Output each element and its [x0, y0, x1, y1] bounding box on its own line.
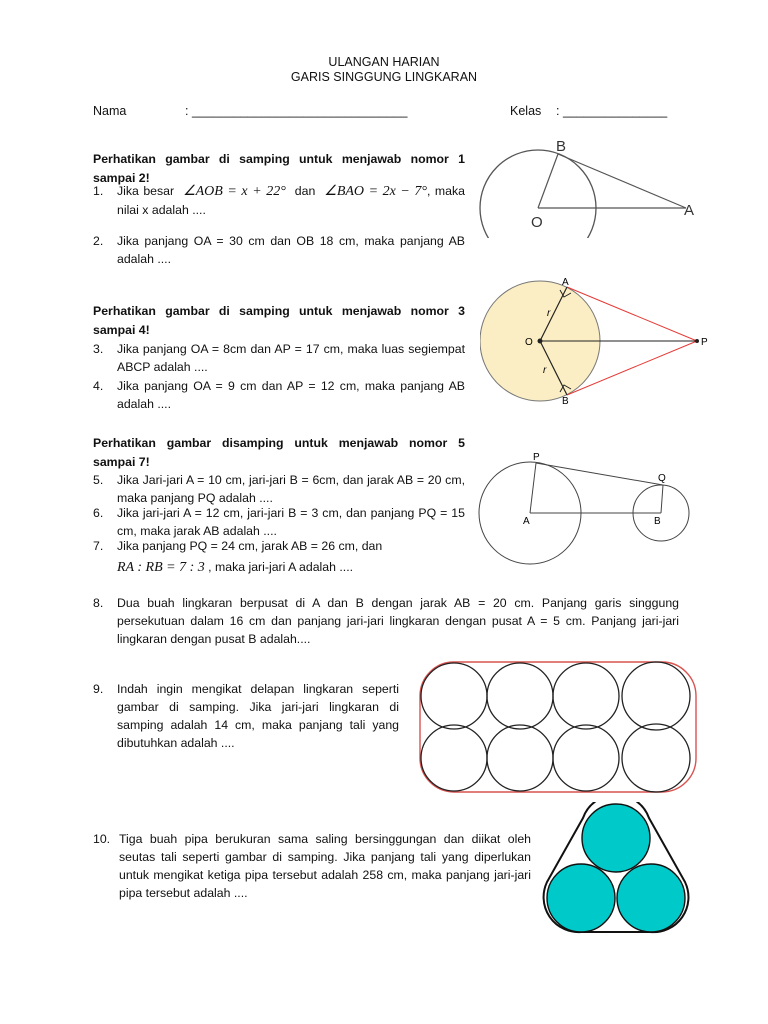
section-intro-2: Perhatikan gambar di samping untuk menjawab nomor 3 sampai 4!	[93, 304, 465, 337]
label-r-bottom: r	[543, 365, 547, 376]
label-b: B	[654, 516, 661, 527]
circle	[487, 663, 553, 729]
page-title: ULANGAN HARIAN	[328, 55, 440, 69]
math-ratio: RA : RB = 7 : 3	[117, 560, 205, 575]
question-7: 7. Jika panjang PQ = 24 cm, jarak AB = 26 cm, dan RA : RB = 7 : 3 , maka jari-jari A adalah ....	[93, 539, 383, 575]
name-field[interactable]: : _______________________________	[185, 104, 408, 118]
point-p	[695, 339, 699, 343]
class-label: Kelas	[510, 104, 542, 118]
math-bao: ∠BAO = 2x − 7°	[324, 184, 428, 199]
label-a: A	[684, 202, 695, 219]
section-intro-1: Perhatikan gambar di samping untuk menjawab nomor 1 sampai 2!	[93, 152, 465, 185]
label-p: P	[533, 452, 540, 463]
circle	[622, 724, 690, 792]
question-5: 5. Jika Jari-jari A = 10 cm, jari-jari B = 6cm, dan jarak AB = 20 cm, maka panjang PQ adalah ....	[93, 473, 465, 505]
label-o: O	[531, 214, 543, 231]
question-2: 2. Jika panjang OA = 30 cm dan OB 18 cm, maka panjang AB adalah ....	[93, 234, 465, 266]
circle	[487, 725, 553, 791]
class-field[interactable]: : _______________	[556, 104, 668, 118]
label-r-top: r	[547, 308, 551, 319]
label-b: B	[562, 396, 569, 406]
page-subtitle: GARIS SINGGUNG LINGKARAN	[290, 70, 478, 84]
rope-outline	[420, 662, 696, 792]
question-number: 1.	[93, 184, 104, 198]
circle	[553, 663, 619, 729]
circle	[421, 663, 487, 729]
radius-ap	[530, 463, 536, 513]
label-q: Q	[658, 473, 666, 484]
question-4: 4. Jika panjang OA = 9 cm dan AP = 12 cm, maka panjang AB adalah ....	[93, 379, 465, 411]
figure-eight-circles	[416, 658, 700, 796]
figure-tangent-3	[478, 448, 694, 568]
circle	[553, 725, 619, 791]
label-p: P	[701, 337, 708, 348]
question-6: 6. Jika jari-jari A = 12 cm, jari-jari B = 3 cm, dan panjang PQ = 15 cm, maka jarak AB adalah ....	[93, 506, 465, 538]
circle-group	[421, 662, 690, 792]
label-a: A	[562, 277, 569, 288]
name-label: Nama	[93, 104, 127, 118]
section-intro-3: Perhatikan gambar disamping untuk menjawab nomor 5 sampai 7!	[93, 436, 465, 469]
question-10: 10. Tiga buah pipa berukuran sama saling bersinggungan dan diikat oleh seutas tali seperti gambar di samping. Jika panjang tali yang diperlukan untuk mengikat ketiga pipa tersebut adalah 258 cm, maka panjang jari-jari pipa tersebut adalah ....	[93, 832, 531, 900]
point-o	[538, 339, 543, 344]
label-o: O	[525, 337, 533, 348]
pipe-circle-top	[582, 804, 650, 872]
figure-tangent-2	[480, 276, 712, 406]
tangent-pq	[536, 463, 663, 485]
circle	[421, 725, 487, 791]
question-8: 8. Dua buah lingkaran berpusat di A dan B dengan jarak AB = 20 cm. Panjang garis singgung persekutuan dalam 16 cm dan panjang jari-jari lingkaran dengan pusat A = 5 cm. Panjang jari-jari lingkaran dengan pusat B adalah....	[93, 596, 679, 646]
radius-bq	[661, 485, 663, 513]
pipe-circle-left	[547, 864, 615, 932]
tangent-ab	[558, 154, 686, 208]
math-aob: ∠AOB = x + 22°	[183, 184, 286, 199]
circle	[622, 662, 690, 730]
label-b: B	[556, 138, 567, 155]
question-1: 1. Jika besar ∠AOB = x + 22° dan ∠BAO = 2x − 7°, maka nilai x adalah ....	[93, 184, 465, 217]
pipe-circle-right	[617, 864, 685, 932]
figure-tangent-1	[478, 134, 710, 238]
figure-three-pipes	[540, 802, 692, 936]
question-9: 9. Indah ingin mengikat delapan lingkaran seperti gambar di samping. Jika jari-jari lingkaran di samping adalah 14 cm, maka panjang tali yang dibutuhkan adalah ....	[93, 682, 399, 750]
label-a: A	[523, 516, 530, 527]
segment-ob	[538, 154, 558, 208]
question-3: 3. Jika panjang OA = 8cm dan AP = 17 cm, maka luas segiempat ABCP adalah ....	[93, 342, 465, 374]
